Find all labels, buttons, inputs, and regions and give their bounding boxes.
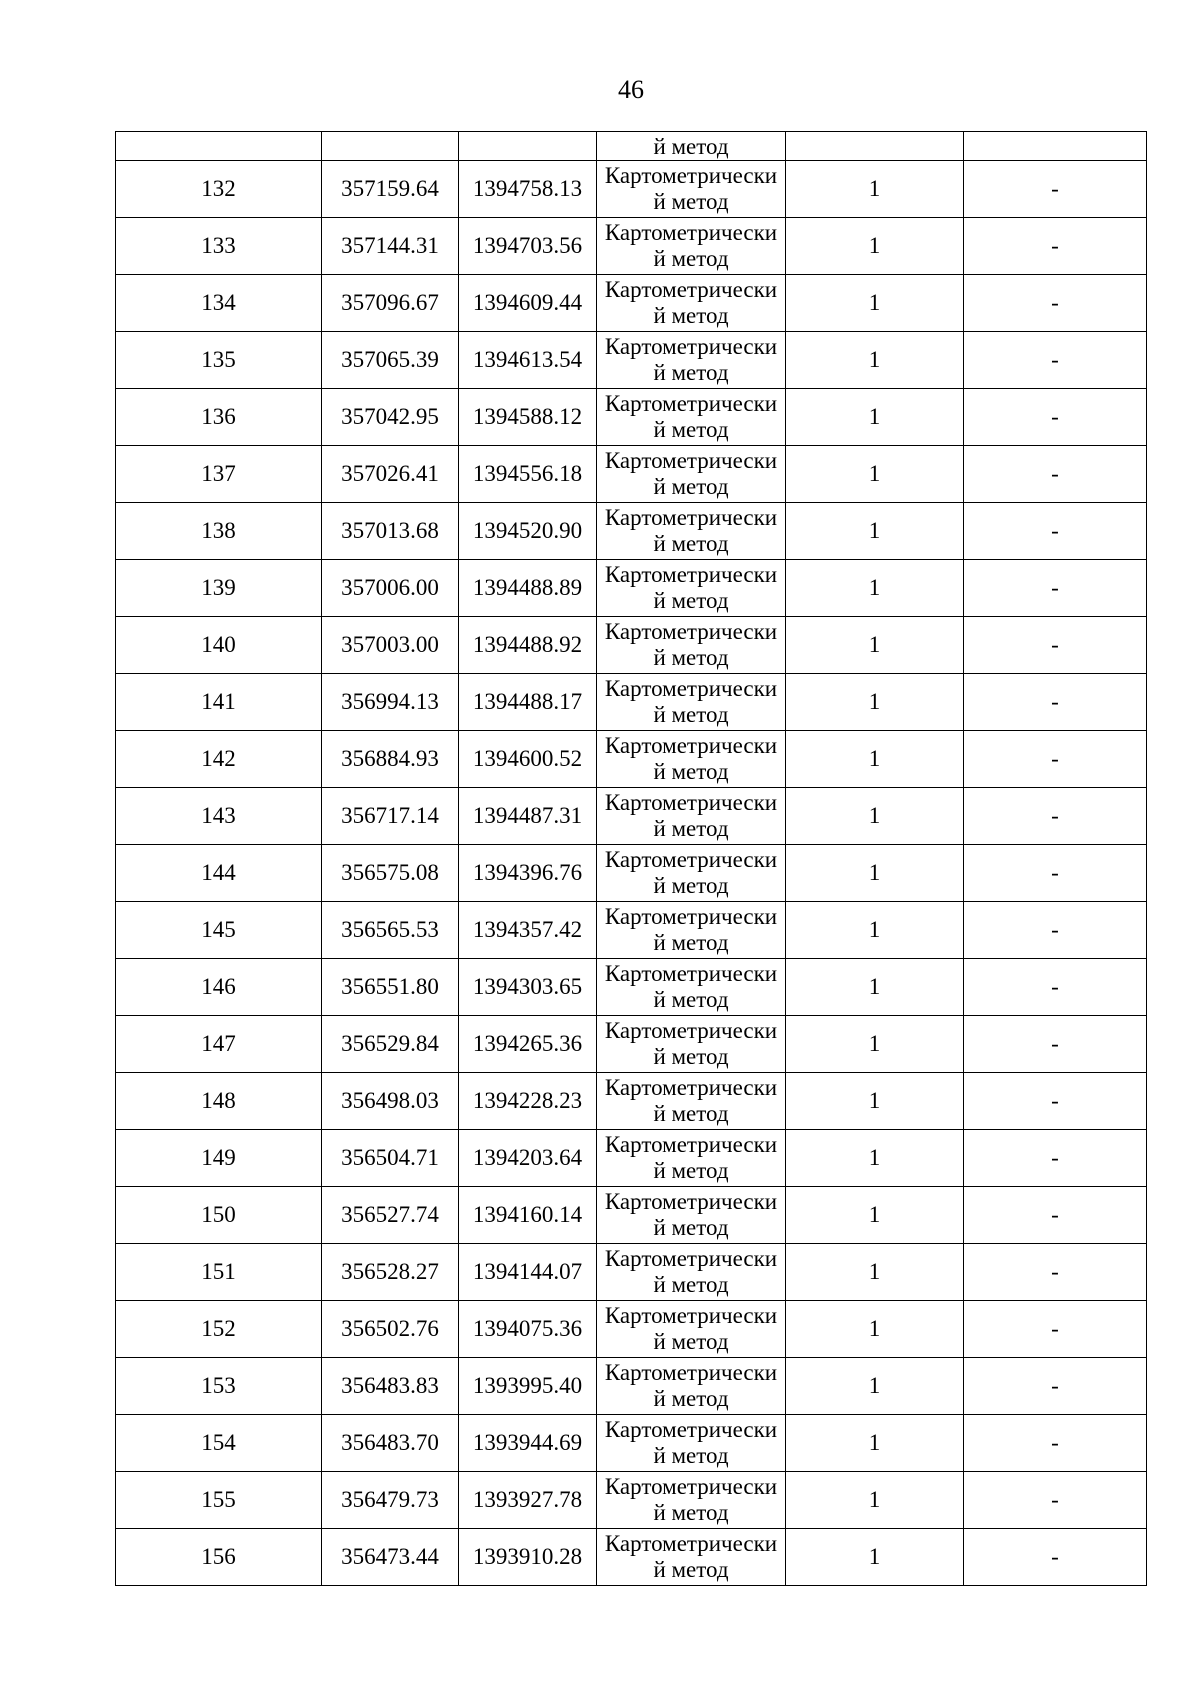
table-row bbox=[116, 503, 1147, 560]
cell-point-number: 155 bbox=[116, 1472, 322, 1529]
method-line-1: Картометрически bbox=[604, 733, 778, 758]
method-line-2: й метод bbox=[653, 246, 729, 271]
method-line-1: Картометрически bbox=[604, 1018, 778, 1043]
cell-accuracy: 1 bbox=[786, 218, 964, 275]
method-line-2: й метод bbox=[653, 531, 729, 556]
cell-y: 1394588.12 bbox=[459, 389, 597, 446]
cell-accuracy: 1 bbox=[786, 674, 964, 731]
method-line-1: Картометрически bbox=[604, 1189, 778, 1214]
cell-x: 356884.93 bbox=[322, 731, 459, 788]
cell-y: 1394613.54 bbox=[459, 332, 597, 389]
cell-point-number: 153 bbox=[116, 1358, 322, 1415]
cell-x: 356527.74 bbox=[322, 1187, 459, 1244]
table-row bbox=[116, 275, 1147, 332]
cell-accuracy: 1 bbox=[786, 731, 964, 788]
table-row bbox=[116, 788, 1147, 845]
table-row bbox=[116, 731, 1147, 788]
method-line-2: й метод bbox=[653, 702, 729, 727]
cell-y: 1393910.28 bbox=[459, 1529, 597, 1586]
cell-method bbox=[597, 1415, 786, 1472]
cell-method bbox=[597, 1016, 786, 1073]
cell-x: 356551.80 bbox=[322, 959, 459, 1016]
table-row bbox=[116, 617, 1147, 674]
method-line-1: Картометрически bbox=[604, 334, 778, 359]
method-line-2: й метод bbox=[653, 1272, 729, 1297]
cell-note: - bbox=[964, 902, 1147, 959]
coordinates-table bbox=[115, 131, 1147, 1586]
cell-y: 1394396.76 bbox=[459, 845, 597, 902]
cell-accuracy: 1 bbox=[786, 560, 964, 617]
cell-y: 1393995.40 bbox=[459, 1358, 597, 1415]
cell-x bbox=[322, 132, 459, 161]
cell-point-number: 148 bbox=[116, 1073, 322, 1130]
cell-note: - bbox=[964, 1073, 1147, 1130]
cell-x: 356528.27 bbox=[322, 1244, 459, 1301]
table-row bbox=[116, 1301, 1147, 1358]
cell-accuracy: 1 bbox=[786, 617, 964, 674]
method-line-1: Картометрически bbox=[604, 448, 778, 473]
cell-y: 1393944.69 bbox=[459, 1415, 597, 1472]
cell-x: 357006.00 bbox=[322, 560, 459, 617]
cell-accuracy: 1 bbox=[786, 389, 964, 446]
method-line-1: Картометрически bbox=[604, 391, 778, 416]
cell-note bbox=[964, 132, 1147, 161]
cell-note: - bbox=[964, 1358, 1147, 1415]
cell-note: - bbox=[964, 389, 1147, 446]
cell-accuracy: 1 bbox=[786, 959, 964, 1016]
cell-method bbox=[597, 389, 786, 446]
table-row bbox=[116, 1415, 1147, 1472]
cell-method bbox=[597, 788, 786, 845]
table-row bbox=[116, 218, 1147, 275]
table-row bbox=[116, 1358, 1147, 1415]
cell-y: 1394265.36 bbox=[459, 1016, 597, 1073]
cell-x: 356529.84 bbox=[322, 1016, 459, 1073]
method-line-1: Картометрически bbox=[604, 220, 778, 245]
cell-note: - bbox=[964, 218, 1147, 275]
cell-y: 1394144.07 bbox=[459, 1244, 597, 1301]
cell-note: - bbox=[964, 1529, 1147, 1586]
cell-note: - bbox=[964, 560, 1147, 617]
cell-point-number: 152 bbox=[116, 1301, 322, 1358]
cell-x: 356483.83 bbox=[322, 1358, 459, 1415]
method-line-1: Картометрически bbox=[604, 847, 778, 872]
table-row bbox=[116, 332, 1147, 389]
method-line-1: Картометрически bbox=[604, 163, 778, 188]
method-line-2: й метод bbox=[653, 360, 729, 385]
method-line-2: й метод bbox=[653, 303, 729, 328]
cell-method bbox=[597, 845, 786, 902]
cell-point-number: 142 bbox=[116, 731, 322, 788]
cell-point-number: 151 bbox=[116, 1244, 322, 1301]
cell-accuracy: 1 bbox=[786, 1244, 964, 1301]
cell-note: - bbox=[964, 332, 1147, 389]
cell-method bbox=[597, 902, 786, 959]
cell-x: 356479.73 bbox=[322, 1472, 459, 1529]
method-line-2: й метод bbox=[653, 1215, 729, 1240]
method-line-1: Картометрически bbox=[604, 1132, 778, 1157]
method-line-1: Картометрически bbox=[604, 1303, 778, 1328]
cell-y: 1394520.90 bbox=[459, 503, 597, 560]
cell-note: - bbox=[964, 503, 1147, 560]
cell-y: 1394488.17 bbox=[459, 674, 597, 731]
cell-point-number: 138 bbox=[116, 503, 322, 560]
cell-accuracy: 1 bbox=[786, 902, 964, 959]
cell-y: 1394600.52 bbox=[459, 731, 597, 788]
cell-method bbox=[597, 1529, 786, 1586]
cell-method bbox=[597, 617, 786, 674]
cell-point-number: 140 bbox=[116, 617, 322, 674]
cell-point-number: 154 bbox=[116, 1415, 322, 1472]
cell-x: 356473.44 bbox=[322, 1529, 459, 1586]
cell-note: - bbox=[964, 275, 1147, 332]
cell-note: - bbox=[964, 1472, 1147, 1529]
cell-y: 1394488.89 bbox=[459, 560, 597, 617]
cell-method bbox=[597, 446, 786, 503]
table-row bbox=[116, 902, 1147, 959]
cell-note: - bbox=[964, 674, 1147, 731]
cell-note: - bbox=[964, 959, 1147, 1016]
cell-y: 1394487.31 bbox=[459, 788, 597, 845]
cell-y: 1394556.18 bbox=[459, 446, 597, 503]
method-line-2: й метод bbox=[653, 1044, 729, 1069]
method-line-2: й метод bbox=[653, 930, 729, 955]
cell-point-number: 147 bbox=[116, 1016, 322, 1073]
cell-x: 357159.64 bbox=[322, 161, 459, 218]
cell-accuracy: 1 bbox=[786, 161, 964, 218]
cell-note: - bbox=[964, 1016, 1147, 1073]
method-line-1: Картометрически bbox=[604, 1474, 778, 1499]
cell-note: - bbox=[964, 731, 1147, 788]
cell-accuracy bbox=[786, 132, 964, 161]
method-line-1: Картометрически bbox=[604, 1360, 778, 1385]
method-line-2: й метод bbox=[653, 816, 729, 841]
method-line-2: й метод bbox=[653, 1557, 729, 1582]
cell-method bbox=[597, 1130, 786, 1187]
table-row bbox=[116, 674, 1147, 731]
coordinates-table-body bbox=[116, 132, 1147, 1586]
cell-point-number: 135 bbox=[116, 332, 322, 389]
cell-y: 1394203.64 bbox=[459, 1130, 597, 1187]
method-line-2: й метод bbox=[653, 1101, 729, 1126]
cell-y bbox=[459, 132, 597, 161]
table-row bbox=[116, 389, 1147, 446]
cell-accuracy: 1 bbox=[786, 1415, 964, 1472]
method-line-2: й метод bbox=[653, 474, 729, 499]
cell-y: 1394703.56 bbox=[459, 218, 597, 275]
table-row bbox=[116, 1073, 1147, 1130]
page-number: 46 bbox=[618, 75, 644, 104]
cell-point-number: 141 bbox=[116, 674, 322, 731]
cell-method bbox=[597, 560, 786, 617]
cell-method: й метод bbox=[597, 132, 786, 161]
cell-point-number: 146 bbox=[116, 959, 322, 1016]
cell-note: - bbox=[964, 1415, 1147, 1472]
table-row bbox=[116, 1187, 1147, 1244]
cell-note: - bbox=[964, 617, 1147, 674]
cell-x: 356498.03 bbox=[322, 1073, 459, 1130]
table-row bbox=[116, 845, 1147, 902]
cell-method bbox=[597, 1472, 786, 1529]
method-line-1: Картометрически bbox=[604, 1531, 778, 1556]
table-row bbox=[116, 1472, 1147, 1529]
cell-x: 357026.41 bbox=[322, 446, 459, 503]
cell-accuracy: 1 bbox=[786, 1130, 964, 1187]
cell-x: 357003.00 bbox=[322, 617, 459, 674]
method-line-1: Картометрически bbox=[604, 1075, 778, 1100]
table-row bbox=[116, 1016, 1147, 1073]
method-line-2: й метод bbox=[653, 189, 729, 214]
method-line-1: Картометрически bbox=[604, 1417, 778, 1442]
cell-method bbox=[597, 674, 786, 731]
method-line-2: й метод bbox=[653, 645, 729, 670]
cell-accuracy: 1 bbox=[786, 332, 964, 389]
cell-y: 1394357.42 bbox=[459, 902, 597, 959]
method-line-2: й метод bbox=[653, 588, 729, 613]
method-line-1: Картометрически bbox=[604, 505, 778, 530]
cell-point-number bbox=[116, 132, 322, 161]
cell-y: 1394303.65 bbox=[459, 959, 597, 1016]
cell-y: 1394160.14 bbox=[459, 1187, 597, 1244]
cell-point-number: 150 bbox=[116, 1187, 322, 1244]
cell-note: - bbox=[964, 1187, 1147, 1244]
method-line-1: Картометрически bbox=[604, 904, 778, 929]
method-line-2: й метод bbox=[653, 987, 729, 1012]
cell-method bbox=[597, 1187, 786, 1244]
cell-x: 356483.70 bbox=[322, 1415, 459, 1472]
cell-accuracy: 1 bbox=[786, 1187, 964, 1244]
cell-x: 357013.68 bbox=[322, 503, 459, 560]
method-line-1: Картометрически bbox=[604, 790, 778, 815]
table-row bbox=[116, 959, 1147, 1016]
cell-accuracy: 1 bbox=[786, 1016, 964, 1073]
cell-point-number: 156 bbox=[116, 1529, 322, 1586]
method-line-2: й метод bbox=[653, 1443, 729, 1468]
method-line-1: Картометрически bbox=[604, 562, 778, 587]
cell-accuracy: 1 bbox=[786, 503, 964, 560]
cell-method bbox=[597, 332, 786, 389]
cell-note: - bbox=[964, 446, 1147, 503]
cell-accuracy: 1 bbox=[786, 1301, 964, 1358]
cell-method bbox=[597, 1301, 786, 1358]
cell-accuracy: 1 bbox=[786, 275, 964, 332]
cell-accuracy: 1 bbox=[786, 1472, 964, 1529]
table-row bbox=[116, 1130, 1147, 1187]
continuation-row bbox=[116, 132, 1147, 161]
cell-note: - bbox=[964, 161, 1147, 218]
method-line-1: Картометрически bbox=[604, 676, 778, 701]
method-line-2: й метод bbox=[653, 873, 729, 898]
cell-x: 357096.67 bbox=[322, 275, 459, 332]
cell-y: 1394075.36 bbox=[459, 1301, 597, 1358]
cell-point-number: 143 bbox=[116, 788, 322, 845]
cell-y: 1394758.13 bbox=[459, 161, 597, 218]
method-line-2: й метод bbox=[653, 417, 729, 442]
cell-point-number: 132 bbox=[116, 161, 322, 218]
table-row bbox=[116, 1244, 1147, 1301]
cell-accuracy: 1 bbox=[786, 845, 964, 902]
cell-point-number: 145 bbox=[116, 902, 322, 959]
cell-y: 1394488.92 bbox=[459, 617, 597, 674]
cell-x: 357144.31 bbox=[322, 218, 459, 275]
cell-x: 356717.14 bbox=[322, 788, 459, 845]
cell-method bbox=[597, 161, 786, 218]
cell-point-number: 144 bbox=[116, 845, 322, 902]
method-line-2: й метод bbox=[653, 1158, 729, 1183]
cell-x: 357065.39 bbox=[322, 332, 459, 389]
table-row bbox=[116, 1529, 1147, 1586]
cell-accuracy: 1 bbox=[786, 446, 964, 503]
cell-point-number: 137 bbox=[116, 446, 322, 503]
method-line-1: Картометрически bbox=[604, 277, 778, 302]
cell-method bbox=[597, 1244, 786, 1301]
cell-y: 1394228.23 bbox=[459, 1073, 597, 1130]
method-line-1: Картометрически bbox=[604, 619, 778, 644]
cell-method bbox=[597, 275, 786, 332]
cell-accuracy: 1 bbox=[786, 1529, 964, 1586]
cell-point-number: 149 bbox=[116, 1130, 322, 1187]
cell-note: - bbox=[964, 1130, 1147, 1187]
cell-point-number: 136 bbox=[116, 389, 322, 446]
cell-x: 356565.53 bbox=[322, 902, 459, 959]
cell-note: - bbox=[964, 845, 1147, 902]
cell-x: 356575.08 bbox=[322, 845, 459, 902]
cell-accuracy: 1 bbox=[786, 1358, 964, 1415]
cell-point-number: 139 bbox=[116, 560, 322, 617]
method-line-2: й метод bbox=[653, 1500, 729, 1525]
cell-method bbox=[597, 959, 786, 1016]
method-line-2: й метод bbox=[653, 759, 729, 784]
cell-note: - bbox=[964, 788, 1147, 845]
cell-method bbox=[597, 218, 786, 275]
cell-method bbox=[597, 1358, 786, 1415]
cell-point-number: 133 bbox=[116, 218, 322, 275]
cell-note: - bbox=[964, 1244, 1147, 1301]
cell-y: 1394609.44 bbox=[459, 275, 597, 332]
cell-x: 356504.71 bbox=[322, 1130, 459, 1187]
cell-point-number: 134 bbox=[116, 275, 322, 332]
method-line-2: й метод bbox=[653, 1329, 729, 1354]
cell-note: - bbox=[964, 1301, 1147, 1358]
method-line-1: Картометрически bbox=[604, 1246, 778, 1271]
cell-method bbox=[597, 1073, 786, 1130]
cell-y: 1393927.78 bbox=[459, 1472, 597, 1529]
cell-x: 356994.13 bbox=[322, 674, 459, 731]
table-row bbox=[116, 560, 1147, 617]
table-row bbox=[116, 446, 1147, 503]
method-line-1: Картометрически bbox=[604, 961, 778, 986]
method-line-2: й метод bbox=[653, 1386, 729, 1411]
cell-method bbox=[597, 503, 786, 560]
cell-method bbox=[597, 731, 786, 788]
cell-accuracy: 1 bbox=[786, 788, 964, 845]
table-row bbox=[116, 161, 1147, 218]
cell-x: 357042.95 bbox=[322, 389, 459, 446]
cell-accuracy: 1 bbox=[786, 1073, 964, 1130]
cell-x: 356502.76 bbox=[322, 1301, 459, 1358]
